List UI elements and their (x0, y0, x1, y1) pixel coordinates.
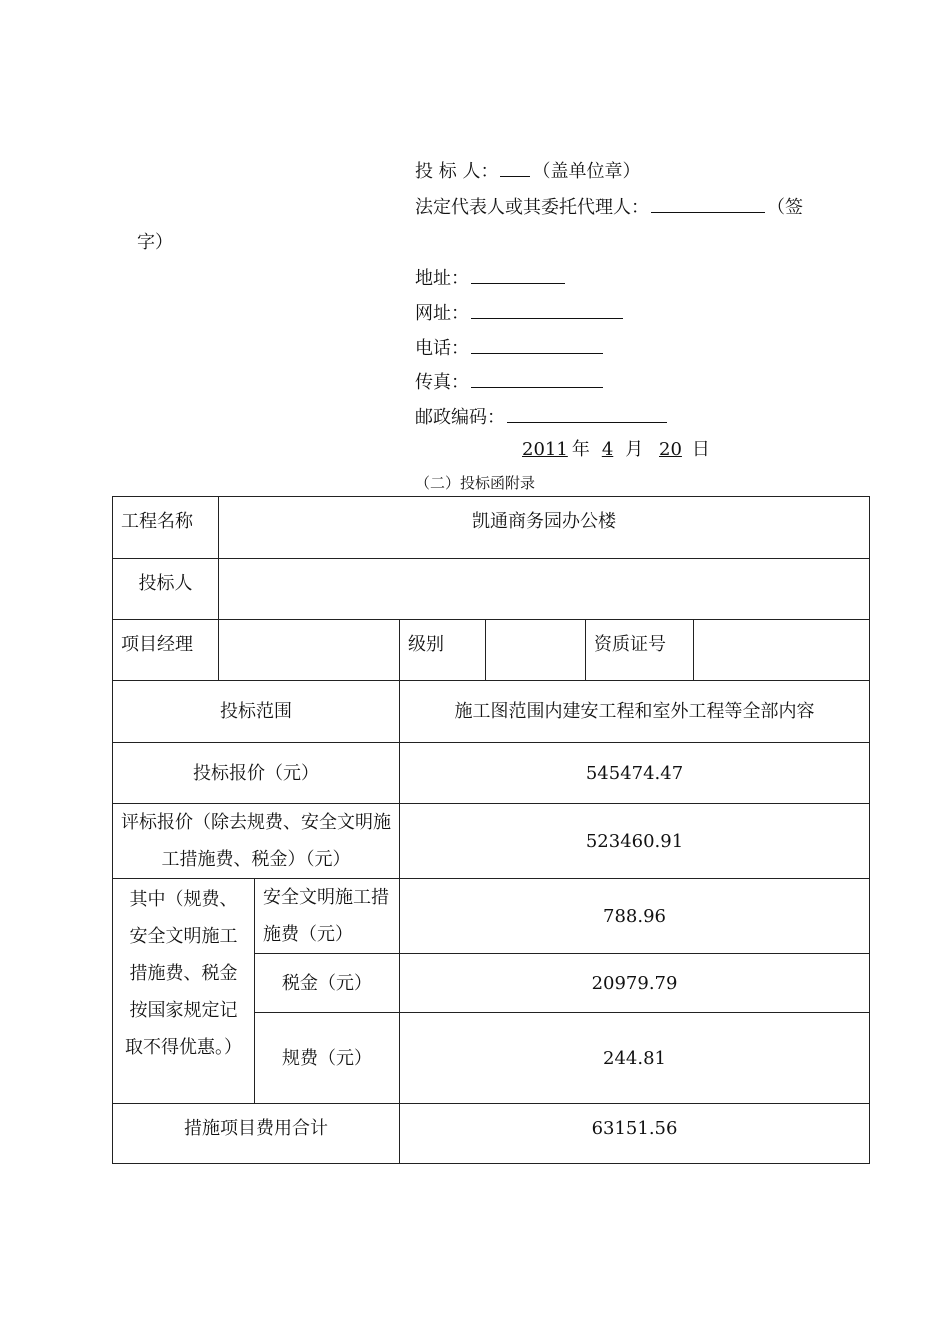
level-label: 级别 (400, 620, 486, 681)
legal-rep-sign-a: （签 (767, 197, 803, 218)
table-row (113, 879, 870, 954)
level-value (486, 620, 586, 681)
legal-rep-label: 法定代表人或其委托代理人： (415, 197, 649, 218)
legal-rep-blank (651, 194, 765, 213)
pm-label: 项目经理 (113, 620, 219, 681)
table-row (113, 559, 870, 620)
fees-label: 规费（元） (255, 1013, 400, 1104)
eval-price-value: 523460.91 (400, 804, 870, 879)
postcode-line (415, 404, 669, 430)
date-month-unit: 月 (625, 439, 644, 460)
date-year-unit: 年 (571, 439, 590, 460)
address-blank (471, 265, 565, 284)
table-row (113, 497, 870, 559)
date-month: 4 (601, 439, 614, 460)
measures-total-label: 措施项目费用合计 (113, 1104, 400, 1164)
bidder-label: 投 标 人： (415, 161, 499, 182)
fax-line (415, 369, 605, 395)
website-line (415, 300, 625, 326)
website-blank (471, 300, 623, 319)
cert-value (694, 620, 870, 681)
bidder-line (415, 158, 640, 184)
address-line (415, 265, 567, 291)
phone-blank (471, 335, 603, 354)
project-name-label: 工程名称 (113, 497, 219, 559)
bidder-label-cell: 投标人 (113, 559, 219, 620)
fees-value: 244.81 (400, 1013, 870, 1104)
table-caption: （二）投标函附录 (414, 474, 535, 492)
tax-label: 税金（元） (255, 954, 400, 1013)
phone-label: 电话： (415, 338, 469, 359)
phone-line (415, 335, 605, 361)
pm-value (219, 620, 400, 681)
legal-rep-sign-b: 字） (137, 232, 173, 253)
safety-value: 788.96 (400, 879, 870, 954)
scope-value: 施工图范围内建安工程和室外工程等全部内容 (400, 681, 870, 743)
project-name-value: 凯通商务园办公楼 (219, 497, 870, 559)
cert-label: 资质证号 (586, 620, 694, 681)
postcode-label: 邮政编码： (415, 407, 505, 428)
date-year: 2011 (522, 439, 568, 460)
bid-appendix-table (112, 496, 870, 1164)
bidder-seal-note: （盖单位章） (532, 161, 641, 182)
measures-total-value: 63151.56 (400, 1104, 870, 1164)
website-label: 网址： (415, 303, 469, 324)
date-day-unit: 日 (691, 439, 710, 460)
tax-value: 20979.79 (400, 954, 870, 1013)
date-day: 20 (659, 439, 682, 460)
date-line (518, 438, 710, 462)
among-label: 其中（规费、安全文明施工措施费、税金按国家规定记取不得优惠。） (113, 879, 255, 1104)
scope-label: 投标范围 (113, 681, 400, 743)
postcode-blank (507, 404, 667, 423)
fax-blank (471, 369, 603, 388)
safety-label: 安全文明施工措施费（元） (255, 879, 400, 954)
table-row (113, 1104, 870, 1164)
fax-label: 传真： (415, 372, 469, 393)
address-label: 地址： (415, 268, 469, 289)
bidder-value-cell (219, 559, 870, 620)
table-row (113, 743, 870, 804)
bid-price-label: 投标报价（元） (113, 743, 400, 804)
eval-price-label: 评标报价（除去规费、安全文明施工措施费、税金）（元） (113, 804, 400, 879)
bidder-blank (500, 158, 530, 177)
bid-price-value: 545474.47 (400, 743, 870, 804)
table-row (113, 681, 870, 743)
legal-rep-line (415, 194, 803, 220)
table-row (113, 804, 870, 879)
table-row (113, 620, 870, 681)
